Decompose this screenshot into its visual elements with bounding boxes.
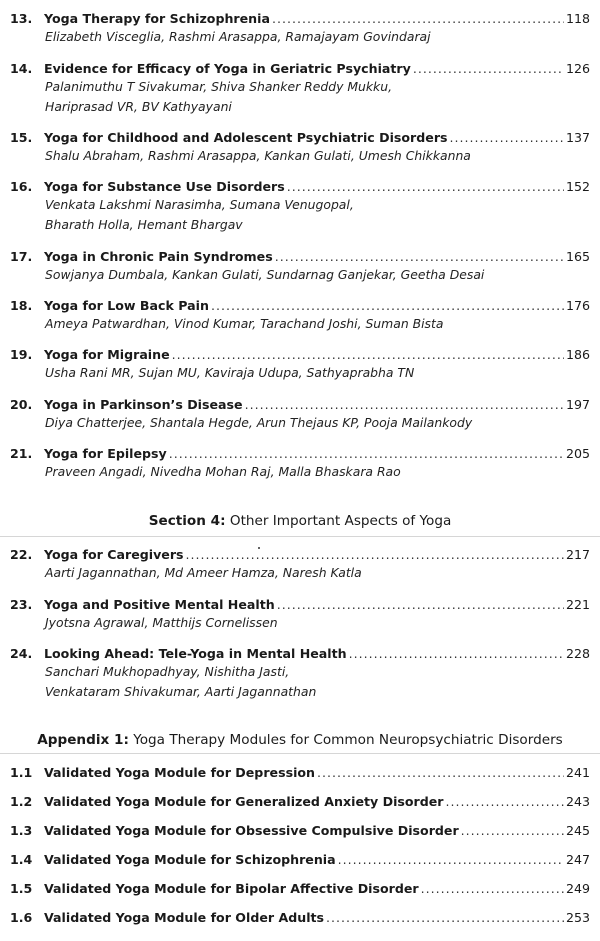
page-number: 247: [565, 852, 590, 867]
chapter-number: 24.: [10, 646, 33, 661]
chapter-title: Looking Ahead: Tele-Yoga in Mental Health: [44, 646, 347, 661]
chapter-title: Yoga Therapy for Schizophrenia: [44, 11, 270, 26]
page-number: 243: [565, 794, 590, 809]
appendix-entry-1-2: [0, 794, 600, 810]
chapter-number: 20.: [10, 397, 33, 412]
item-number: 1.6: [10, 910, 33, 925]
chapter-number: 18.: [10, 298, 33, 313]
page-number: 221: [565, 597, 590, 612]
toc-entry-16: [0, 179, 600, 235]
section-title: Other Important Aspects of Yoga: [225, 513, 452, 529]
page-number: 249: [565, 881, 590, 896]
item-title: Validated Yoga Module for Bipolar Affective Disorder: [44, 881, 419, 896]
item-number: 1.2: [10, 794, 33, 809]
toc-entry-15: [0, 130, 600, 166]
item-title: Validated Yoga Module for Generalized Anxiety Disorder: [44, 794, 444, 809]
page-number: 197: [565, 397, 590, 412]
appendix-title: Yoga Therapy Modules for Common Neuropsychiatric Disorders: [128, 732, 563, 748]
appendix-entry-1-5: [0, 881, 600, 897]
page-number: 165: [565, 249, 590, 264]
toc-entry-23: [0, 597, 600, 633]
divider: [0, 536, 600, 537]
chapter-authors: Venkata Lakshmi Narasimha, Sumana Venugopal,: [45, 197, 354, 212]
chapter-authors: Praveen Angadi, Nivedha Mohan Raj, Malla Bhaskara Rao: [45, 464, 401, 479]
chapter-authors: Bharath Holla, Hemant Bhargav: [45, 217, 243, 232]
chapter-title: Yoga and Positive Mental Health: [44, 597, 275, 612]
chapter-number: 23.: [10, 597, 33, 612]
chapter-authors: Shalu Abraham, Rashmi Arasappa, Kankan Gulati, Umesh Chikkanna: [45, 148, 471, 163]
section-label: Section 4:: [148, 513, 226, 529]
appendix-entry-1-4: [0, 852, 600, 868]
chapter-title: Evidence for Efficacy of Yoga in Geriatric Psychiatry: [44, 61, 411, 76]
chapter-authors: Ameya Patwardhan, Vinod Kumar, Tarachand Joshi, Suman Bista: [45, 316, 444, 331]
page-number: 152: [565, 179, 590, 194]
chapter-authors: Jyotsna Agrawal, Matthijs Cornelissen: [45, 615, 278, 630]
chapter-authors: Palanimuthu T Sivakumar, Shiva Shanker Reddy Mukku,: [45, 79, 393, 94]
page-number: 241: [565, 765, 590, 780]
toc-entry-13: [0, 11, 600, 47]
appendix-entry-1-6: [0, 910, 600, 926]
item-number: 1.5: [10, 881, 33, 896]
appendix-heading: [0, 731, 600, 749]
item-title: Validated Yoga Module for Obsessive Compulsive Disorder: [44, 823, 459, 838]
page-number: 217: [565, 547, 590, 562]
page-number: 253: [565, 910, 590, 925]
chapter-authors: Usha Rani MR, Sujan MU, Kaviraja Udupa, Sathyaprabha TN: [45, 365, 415, 380]
item-number: 1.4: [10, 852, 33, 867]
appendix-label: Appendix 1:: [37, 732, 129, 748]
chapter-authors: Sowjanya Dumbala, Kankan Gulati, Sundarnag Ganjekar, Geetha Desai: [45, 267, 485, 282]
chapter-number: 19.: [10, 347, 33, 362]
page-number: 205: [565, 446, 590, 461]
appendix-entry-1-1: [0, 765, 600, 781]
chapter-number: 22.: [10, 547, 33, 562]
page-number: 126: [565, 61, 590, 76]
chapter-number: 15.: [10, 130, 33, 145]
divider: [0, 753, 600, 754]
page-number: 186: [565, 347, 590, 362]
toc-entry-17: [0, 249, 600, 285]
chapter-authors: Elizabeth Visceglia, Rashmi Arasappa, Ramajayam Govindaraj: [45, 29, 431, 44]
chapter-title: Yoga for Substance Use Disorders: [44, 179, 285, 194]
page-number: 137: [565, 130, 590, 145]
chapter-number: 16.: [10, 179, 33, 194]
chapter-authors: Hariprasad VR, BV Kathyayani: [45, 99, 232, 114]
chapter-number: 21.: [10, 446, 33, 461]
chapter-title: Yoga for Migraine: [44, 347, 170, 362]
toc-entry-24: [0, 646, 600, 702]
toc-entry-18: [0, 298, 600, 334]
chapter-title: Yoga in Parkinson’s Disease: [44, 397, 243, 412]
chapter-number: 13.: [10, 11, 33, 26]
chapter-authors: Aarti Jagannathan, Md Ameer Hamza, Naresh Katla: [45, 565, 362, 580]
item-title: Validated Yoga Module for Depression: [44, 765, 315, 780]
toc-entry-22: [0, 547, 600, 583]
chapter-number: 17.: [10, 249, 33, 264]
page-number: 118: [565, 11, 590, 26]
chapter-number: 14.: [10, 61, 33, 76]
item-number: 1.3: [10, 823, 33, 838]
chapter-title: Yoga for Epilepsy: [44, 446, 167, 461]
item-number: 1.1: [10, 765, 33, 780]
chapter-title: Yoga for Low Back Pain: [44, 298, 209, 313]
toc-entry-19: [0, 347, 600, 383]
chapter-authors: Sanchari Mukhopadhyay, Nishitha Jasti,: [45, 664, 290, 679]
toc-entry-20: [0, 397, 600, 433]
page-number: 176: [565, 298, 590, 313]
chapter-authors: Diya Chatterjee, Shantala Hegde, Arun Thejaus KP, Pooja Mailankody: [45, 415, 473, 430]
toc-entry-14: [0, 61, 600, 117]
item-title: Validated Yoga Module for Schizophrenia: [44, 852, 336, 867]
section-heading: [0, 512, 600, 530]
page-number: 228: [565, 646, 590, 661]
toc-entry-21: [0, 446, 600, 482]
chapter-title: Yoga in Chronic Pain Syndromes: [44, 249, 273, 264]
appendix-entry-1-3: [0, 823, 600, 839]
chapter-authors: Venkataram Shivakumar, Aarti Jagannathan: [45, 684, 317, 699]
item-title: Validated Yoga Module for Older Adults: [44, 910, 325, 925]
page-number: 245: [565, 823, 590, 838]
chapter-title: Yoga for Caregivers: [44, 547, 184, 562]
chapter-title: Yoga for Childhood and Adolescent Psychiatric Disorders: [44, 130, 448, 145]
